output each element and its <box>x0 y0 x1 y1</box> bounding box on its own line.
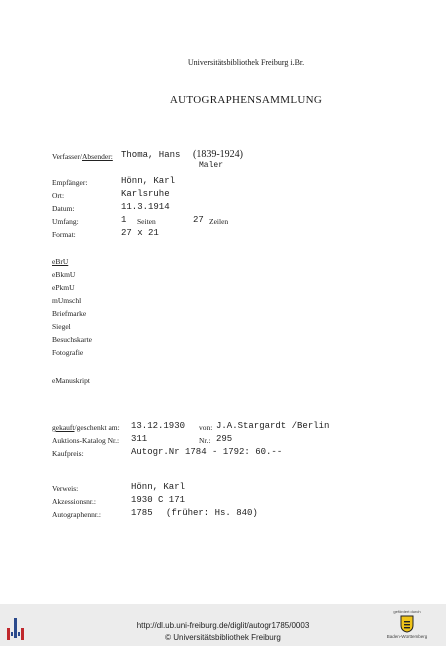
format-value: 27 x 21 <box>121 228 159 238</box>
date-value: 11.3.1914 <box>121 202 170 212</box>
footer-url[interactable]: http://dl.ub.uni-freiburg.de/diglit/autogr1785/0003 <box>136 621 310 630</box>
price-label: Kaufpreis: <box>52 449 84 458</box>
extent-pages-label: Seiten <box>137 217 156 226</box>
catalog-label: Auktions-Katalog Nr.: <box>52 436 120 445</box>
catalog-nr-label: Nr.: <box>199 436 211 445</box>
recipient-value: Hönn, Karl <box>121 176 176 186</box>
catalog-value: 311 <box>131 434 148 444</box>
place-label: Ort: <box>52 191 65 200</box>
catalog-nr-value: 295 <box>216 434 233 444</box>
library-name: Universitätsbibliothek Freiburg i.Br. <box>187 58 305 67</box>
autograph-label: Autographennr.: <box>52 510 101 519</box>
format-label: Format: <box>52 230 76 239</box>
extent-pages-value: 1 <box>121 215 127 225</box>
acquisition-label-rest: /geschenkt am: <box>74 423 120 432</box>
baden-wuerttemberg-seal-icon <box>399 615 415 633</box>
type-item: eManuskript <box>52 376 90 385</box>
type-item: mUmschl <box>52 296 82 305</box>
funder-bottom-text: Baden-Württemberg <box>386 634 428 639</box>
verweis-label: Verweis: <box>52 484 79 493</box>
acquisition-from-value: J.A.Stargardt /Berlin <box>216 421 330 431</box>
type-item: eBrU <box>52 257 69 266</box>
extent-lines-value: 27 <box>193 215 204 225</box>
funder-top-text: gefördert durch <box>393 609 421 614</box>
acquisition-label-purchased: gekauft <box>52 423 75 432</box>
extent-label: Umfang: <box>52 217 79 226</box>
author-label <box>52 152 113 161</box>
place-value: Karlsruhe <box>121 189 170 199</box>
author-label-prefix: Verfasser/ <box>52 152 82 161</box>
author-label-suffix: Absender: <box>82 152 113 161</box>
funder-logo <box>372 609 442 645</box>
date-label: Datum: <box>52 204 75 213</box>
extent-lines-label: Zeilen <box>209 217 229 226</box>
type-item: ePkmU <box>52 283 75 292</box>
type-item: Besuchskarte <box>52 335 92 344</box>
verweis-value: Hönn, Karl <box>131 482 186 492</box>
footer-copyright: © Universitätsbibliothek Freiburg <box>165 633 281 642</box>
type-item: Siegel <box>52 322 71 331</box>
type-item: Briefmarke <box>52 309 87 318</box>
recipient-label: Empfänger: <box>52 178 88 187</box>
price-value: Autogr.Nr 1784 - 1792: 60.-- <box>131 447 283 457</box>
acquisition-from-label: von: <box>199 423 213 432</box>
type-item: Fotografie <box>52 348 84 357</box>
accession-value: 1930 C 171 <box>131 495 186 505</box>
acquisition-label <box>52 423 120 432</box>
collection-title: AUTOGRAPHENSAMMLUNG <box>169 94 323 106</box>
autograph-value: 1785 <box>131 508 153 518</box>
acquisition-date: 13.12.1930 <box>131 421 186 431</box>
accession-label: Akzessionsnr.: <box>52 497 96 506</box>
type-item: eBkmU <box>52 270 76 279</box>
author-name: Thoma, Hans <box>121 150 181 160</box>
autograph-note: (früher: Hs. 840) <box>166 508 258 518</box>
author-dates: (1839-1924) <box>193 149 243 160</box>
author-role: Maler <box>199 161 224 170</box>
